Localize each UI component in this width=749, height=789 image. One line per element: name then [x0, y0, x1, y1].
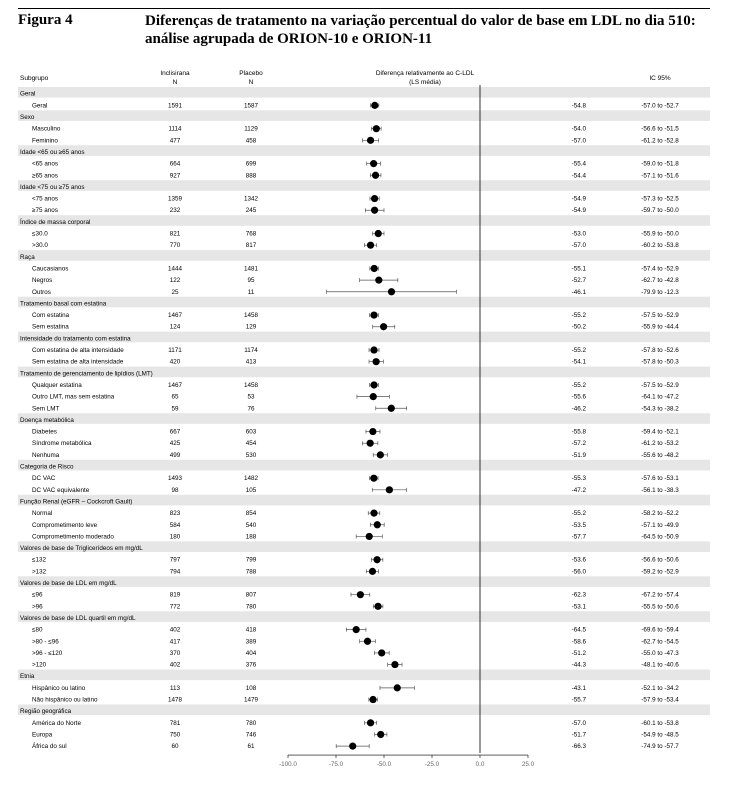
- n-placebo: 854: [245, 510, 257, 518]
- ci-value: -74.9 to -57.7: [641, 743, 679, 751]
- point-estimate: [369, 696, 376, 703]
- point-estimate: [371, 265, 378, 272]
- n-placebo: 788: [245, 568, 257, 576]
- header-difference-label: Diferença relativamente ao C-LDL: [375, 70, 475, 77]
- ci-value: -57.1 to -49.9: [641, 521, 679, 529]
- estimate-value: -57.0: [571, 242, 586, 250]
- subgroup-label: Negros: [32, 277, 53, 285]
- subgroup-label: <75 anos: [32, 195, 59, 203]
- n-inclisiran: 420: [169, 358, 181, 366]
- estimate-value: -55.2: [571, 347, 586, 355]
- ci-value: -56.1 to -38.3: [641, 486, 679, 494]
- n-inclisiran: 417: [169, 638, 181, 646]
- header-subgroup: Subgrupo: [20, 75, 49, 82]
- n-inclisiran: 1478: [167, 696, 183, 704]
- n-placebo: 530: [245, 451, 257, 459]
- subgroup-label: ≥75 anos: [32, 207, 58, 215]
- group-band: [18, 145, 710, 156]
- estimate-value: -46.2: [571, 405, 586, 413]
- estimate-value: -55.8: [571, 428, 586, 436]
- estimate-value: -51.7: [571, 731, 586, 739]
- subgroup-label: Sem LMT: [32, 405, 60, 413]
- n-inclisiran: 1591: [167, 102, 183, 110]
- group-label: Idade <65 ou ≥65 anos: [20, 148, 85, 156]
- n-inclisiran: 819: [169, 591, 181, 599]
- point-estimate: [369, 428, 376, 435]
- point-estimate: [388, 288, 395, 295]
- point-estimate: [391, 661, 398, 668]
- estimate-value: -54.1: [571, 358, 586, 366]
- point-estimate: [370, 346, 377, 353]
- estimate-value: -47.2: [571, 486, 586, 494]
- point-estimate: [370, 311, 377, 318]
- estimate-value: -55.2: [571, 510, 586, 518]
- ci-value: -57.0 to -52.7: [641, 102, 679, 110]
- group-label: Valores de base de Triglicerídeos em mg/dL: [20, 545, 143, 553]
- estimate-value: -53.1: [571, 603, 586, 611]
- group-label: Intensidade do tratamento com estatina: [20, 335, 131, 343]
- point-estimate: [375, 277, 382, 284]
- subgroup-label: Com estatina de alta intensidade: [32, 347, 124, 355]
- n-inclisiran: 1359: [167, 195, 183, 203]
- ci-value: -54.3 to -38.2: [641, 405, 679, 413]
- n-inclisiran: 772: [169, 603, 181, 611]
- estimate-value: -55.4: [571, 160, 586, 168]
- n-placebo: 888: [245, 172, 257, 180]
- x-axis-tick-label: -50.0: [376, 761, 392, 769]
- subgroup-label: África do sul: [32, 743, 67, 751]
- subgroup-label: ≤96: [32, 591, 43, 599]
- estimate-value: -66.3: [571, 743, 586, 751]
- estimate-value: -55.2: [571, 381, 586, 389]
- estimate-value: -54.9: [571, 195, 586, 203]
- n-inclisiran: 1493: [167, 475, 183, 483]
- n-inclisiran: 927: [169, 172, 181, 180]
- ci-value: -57.4 to -52.9: [641, 265, 679, 273]
- ci-value: -67.2 to -57.4: [641, 591, 679, 599]
- estimate-value: -55.7: [571, 696, 586, 704]
- subgroup-label: Comprometimento moderado: [32, 533, 114, 541]
- n-placebo: 1479: [243, 696, 259, 704]
- x-axis-tick-label: -100.0: [279, 761, 297, 769]
- point-estimate: [374, 521, 381, 528]
- estimate-value: -64.5: [571, 626, 586, 634]
- n-inclisiran: 1114: [168, 125, 182, 133]
- subgroup-label: Europa: [32, 731, 53, 739]
- group-band: [18, 180, 710, 191]
- n-placebo: 418: [245, 626, 257, 634]
- n-placebo: 1458: [243, 312, 259, 320]
- estimate-value: -56.0: [571, 568, 586, 576]
- point-estimate: [367, 440, 374, 447]
- subgroup-label: Outro LMT, mas sem estatina: [32, 393, 115, 401]
- n-placebo: 1174: [244, 347, 258, 355]
- n-inclisiran: 584: [169, 521, 181, 529]
- estimate-value: -57.0: [571, 719, 586, 727]
- n-placebo: 413: [245, 358, 257, 366]
- n-inclisiran: 232: [169, 207, 181, 215]
- estimate-value: -55.1: [571, 265, 586, 273]
- n-inclisiran: 499: [169, 451, 181, 459]
- x-axis-tick-label: 0.0: [475, 761, 485, 769]
- subgroup-label: Feminino: [32, 137, 58, 145]
- n-placebo: 105: [245, 486, 257, 494]
- group-label: Região geográfica: [20, 708, 72, 716]
- estimate-value: -55.6: [571, 393, 586, 401]
- group-label: Sexo: [20, 114, 35, 122]
- n-inclisiran: 370: [169, 649, 181, 657]
- n-inclisiran: 124: [169, 323, 181, 331]
- n-inclisiran: 821: [169, 230, 181, 238]
- estimate-value: -54.8: [571, 102, 586, 110]
- figure-title: Diferenças de tratamento na variação percentual do valor de base em LDL no dia 510: análise agrupada de ORION-10 e ORION-11: [145, 13, 696, 47]
- ci-value: -58.2 to -52.2: [641, 510, 679, 518]
- estimate-value: -51.2: [571, 649, 586, 657]
- n-placebo: 404: [245, 649, 257, 657]
- point-estimate: [370, 510, 377, 517]
- n-placebo: 454: [245, 440, 257, 448]
- ci-value: -59.4 to -52.1: [641, 428, 679, 436]
- group-band: [18, 87, 710, 98]
- ci-value: -55.6 to -48.2: [641, 451, 679, 459]
- estimate-value: -53.0: [571, 230, 586, 238]
- ci-value: -61.2 to -53.2: [641, 440, 679, 448]
- ci-value: -57.5 to -52.9: [641, 381, 679, 389]
- point-estimate: [370, 381, 377, 388]
- ci-value: -59.2 to -52.9: [641, 568, 679, 576]
- group-label: Valores de base de LDL quartil em mg/dL: [20, 614, 136, 622]
- ci-value: -48.1 to -40.6: [641, 661, 679, 669]
- estimate-value: -55.2: [571, 312, 586, 320]
- ci-value: -55.5 to -50.6: [641, 603, 679, 611]
- ci-value: -79.9 to -12.3: [641, 288, 679, 296]
- estimate-value: -46.1: [571, 288, 586, 296]
- subgroup-label: Com estatina: [32, 312, 70, 320]
- n-inclisiran: 1444: [167, 265, 183, 273]
- group-band: [18, 413, 710, 424]
- point-estimate: [373, 358, 380, 365]
- n-placebo: 1129: [244, 125, 258, 133]
- subgroup-label: Sem estatina de alta intensidade: [32, 358, 124, 366]
- group-label: Tratamento basal com estatina: [20, 300, 107, 308]
- n-placebo: 61: [247, 743, 255, 751]
- n-placebo: 376: [245, 661, 257, 669]
- n-placebo: 76: [247, 405, 255, 413]
- n-inclisiran: 1467: [167, 381, 183, 389]
- ci-value: -55.0 to -47.3: [641, 649, 679, 657]
- group-band: [18, 215, 710, 226]
- point-estimate: [366, 533, 373, 540]
- n-inclisiran: 60: [171, 743, 179, 751]
- ci-value: -57.5 to -52.9: [641, 312, 679, 320]
- point-estimate: [374, 603, 381, 610]
- point-estimate: [377, 731, 384, 738]
- point-estimate: [370, 475, 377, 482]
- subgroup-label: Outros: [32, 288, 51, 296]
- estimate-value: -53.5: [571, 521, 586, 529]
- n-inclisiran: 823: [169, 510, 181, 518]
- subgroup-label: Hispânico ou latino: [32, 684, 86, 692]
- group-label: Índice de massa corporal: [20, 218, 91, 226]
- point-estimate: [373, 125, 380, 132]
- n-inclisiran: 1171: [168, 347, 182, 355]
- subgroup-label: Diabetes: [32, 428, 57, 436]
- n-inclisiran: 113: [169, 684, 181, 692]
- n-placebo: 746: [245, 731, 257, 739]
- group-label: Etnia: [20, 673, 35, 681]
- n-placebo: 780: [245, 719, 257, 727]
- n-inclisiran: 425: [169, 440, 181, 448]
- subgroup-label: >96 - ≤120: [32, 649, 63, 657]
- ci-value: -60.1 to -53.8: [641, 719, 679, 727]
- n-placebo: 540: [245, 521, 257, 529]
- estimate-value: -58.6: [571, 638, 586, 646]
- point-estimate: [386, 486, 393, 493]
- header-ci: IC 95%: [649, 75, 671, 82]
- n-inclisiran: 781: [169, 719, 181, 727]
- point-estimate: [371, 207, 378, 214]
- point-estimate: [380, 323, 387, 330]
- group-band: [18, 297, 710, 308]
- group-band: [18, 670, 710, 681]
- subgroup-label: Não hispânico ou latino: [32, 696, 98, 704]
- subgroup-label: ≤132: [32, 556, 46, 564]
- group-label: Raça: [20, 253, 35, 261]
- subgroup-label: >30.0: [32, 242, 48, 250]
- ci-value: -62.7 to -42.8: [641, 277, 679, 285]
- group-band: [18, 250, 710, 261]
- estimate-value: -57.2: [571, 440, 586, 448]
- estimate-value: -52.7: [571, 277, 586, 285]
- group-label: Função Renal (eGFR – Cockcroft Gault): [20, 498, 133, 506]
- n-inclisiran: 667: [169, 428, 181, 436]
- point-estimate: [370, 160, 377, 167]
- ci-value: -56.6 to -50.6: [641, 556, 679, 564]
- ci-value: -69.6 to -59.4: [641, 626, 679, 634]
- point-estimate: [369, 568, 376, 575]
- ci-value: -57.6 to -53.1: [641, 475, 679, 483]
- n-inclisiran: 180: [169, 533, 181, 541]
- header-placebo-n: N: [248, 79, 254, 86]
- subgroup-label: ≤30.0: [32, 230, 48, 238]
- estimate-value: -43.1: [571, 684, 586, 692]
- n-placebo: 389: [245, 638, 257, 646]
- figure-label: Figura 4: [18, 12, 73, 28]
- subgroup-label: >132: [32, 568, 47, 576]
- n-inclisiran: 122: [169, 277, 181, 285]
- ci-value: -62.7 to -54.5: [641, 638, 679, 646]
- header-placebo-label: Placebo: [239, 70, 263, 77]
- n-placebo: 799: [245, 556, 257, 564]
- estimate-value: -54.4: [571, 172, 586, 180]
- n-placebo: 108: [245, 684, 257, 692]
- point-estimate: [377, 451, 384, 458]
- estimate-value: -54.9: [571, 207, 586, 215]
- n-placebo: 1481: [243, 265, 259, 273]
- point-estimate: [357, 591, 364, 598]
- point-estimate: [371, 195, 378, 202]
- estimate-value: -54.0: [571, 125, 586, 133]
- header-inclisiran-n: N: [172, 79, 178, 86]
- group-label: Tratamento de gerenciamento de lipídios (LMT): [20, 370, 153, 378]
- subgroup-label: >96: [32, 603, 43, 611]
- ci-value: -55.9 to -50.0: [641, 230, 679, 238]
- subgroup-label: Sem estatina: [32, 323, 69, 331]
- subgroup-label: Caucasianos: [32, 265, 69, 273]
- n-placebo: 1342: [243, 195, 259, 203]
- ci-value: -57.3 to -52.5: [641, 195, 679, 203]
- n-placebo: 129: [245, 323, 257, 331]
- ci-value: -64.5 to -50.9: [641, 533, 679, 541]
- n-placebo: 603: [245, 428, 257, 436]
- ci-value: -52.1 to -34.2: [641, 684, 679, 692]
- subgroup-label: >120: [32, 661, 47, 669]
- n-inclisiran: 1467: [167, 312, 183, 320]
- n-inclisiran: 65: [171, 393, 179, 401]
- subgroup-label: ≥65 anos: [32, 172, 58, 180]
- subgroup-label: DC VAC: [32, 475, 56, 483]
- n-inclisiran: 98: [171, 486, 179, 494]
- estimate-value: -50.2: [571, 323, 586, 331]
- group-label: Geral: [20, 90, 36, 98]
- n-placebo: 780: [245, 603, 257, 611]
- subgroup-label: <65 anos: [32, 160, 59, 168]
- subgroup-label: DC VAC equivalente: [32, 486, 90, 494]
- ci-value: -60.2 to -53.8: [641, 242, 679, 250]
- header-difference-sub: (LS média): [409, 79, 441, 86]
- n-placebo: 188: [245, 533, 257, 541]
- ci-value: -59.7 to -50.0: [641, 207, 679, 215]
- group-band: [18, 704, 710, 715]
- ci-value: -57.1 to -51.6: [641, 172, 679, 180]
- estimate-value: -62.3: [571, 591, 586, 599]
- n-placebo: 1482: [243, 475, 259, 483]
- point-estimate: [388, 405, 395, 412]
- subgroup-label: Síndrome metabólica: [32, 440, 92, 448]
- subgroup-label: Comprometimento leve: [32, 521, 98, 529]
- point-estimate: [378, 649, 385, 656]
- n-placebo: 95: [247, 277, 255, 285]
- n-inclisiran: 664: [169, 160, 181, 168]
- n-inclisiran: 59: [171, 405, 179, 413]
- group-band: [18, 110, 710, 121]
- point-estimate: [349, 743, 356, 750]
- n-inclisiran: 402: [169, 661, 181, 669]
- subgroup-label: >80 - ≤96: [32, 638, 59, 646]
- point-estimate: [394, 684, 401, 691]
- header-inclisiran-label: Inclisirana: [160, 70, 190, 77]
- n-inclisiran: 402: [169, 626, 181, 634]
- n-placebo: 53: [247, 393, 255, 401]
- n-inclisiran: 797: [169, 556, 181, 564]
- n-inclisiran: 794: [169, 568, 181, 576]
- point-estimate: [371, 102, 378, 109]
- x-axis-tick-label: -25.0: [424, 761, 440, 769]
- point-estimate: [353, 626, 360, 633]
- subgroup-label: Normal: [32, 510, 53, 518]
- ci-value: -64.1 to -47.2: [641, 393, 679, 401]
- point-estimate: [372, 172, 379, 179]
- subgroup-label: Geral: [32, 102, 48, 110]
- n-placebo: 1587: [243, 102, 259, 110]
- ci-value: -61.2 to -52.8: [641, 137, 679, 145]
- ci-value: -56.6 to -51.5: [641, 125, 679, 133]
- group-band: [18, 460, 710, 471]
- point-estimate: [367, 137, 374, 144]
- n-inclisiran: 770: [169, 242, 181, 250]
- group-label: Valores de base de LDL em mg/dL: [20, 580, 117, 588]
- subgroup-label: América do Norte: [32, 719, 81, 727]
- estimate-value: -55.3: [571, 475, 586, 483]
- n-placebo: 245: [245, 207, 257, 215]
- estimate-value: -53.6: [571, 556, 586, 564]
- point-estimate: [370, 393, 377, 400]
- ci-value: -55.9 to -44.4: [641, 323, 679, 331]
- estimate-value: -51.9: [571, 451, 586, 459]
- ci-value: -59.0 to -51.8: [641, 160, 679, 168]
- estimate-value: -57.7: [571, 533, 586, 541]
- subgroup-label: ≤80: [32, 626, 43, 634]
- subgroup-label: Nenhuma: [32, 451, 60, 459]
- ci-value: -57.8 to -50.3: [641, 358, 679, 366]
- n-placebo: 458: [245, 137, 257, 145]
- ci-value: -57.8 to -52.6: [641, 347, 679, 355]
- point-estimate: [375, 230, 382, 237]
- n-placebo: 768: [245, 230, 257, 238]
- estimate-value: -57.0: [571, 137, 586, 145]
- point-estimate: [367, 719, 374, 726]
- point-estimate: [367, 242, 374, 249]
- n-placebo: 1458: [243, 381, 259, 389]
- group-label: Doença metabólica: [20, 416, 74, 424]
- subgroup-label: Masculino: [32, 125, 61, 133]
- ci-value: -57.9 to -53.4: [641, 696, 679, 704]
- ci-value: -54.9 to -48.5: [641, 731, 679, 739]
- x-axis-tick-label: -75.0: [328, 761, 344, 769]
- n-inclisiran: 25: [171, 288, 179, 296]
- n-placebo: 807: [245, 591, 257, 599]
- n-placebo: 11: [247, 288, 255, 296]
- group-label: Idade <75 ou ≥75 anos: [20, 183, 85, 191]
- point-estimate: [373, 556, 380, 563]
- estimate-value: -44.3: [571, 661, 586, 669]
- group-label: Categoria de Risco: [20, 463, 74, 471]
- n-inclisiran: 750: [169, 731, 181, 739]
- subgroup-label: Qualquer estatina: [32, 381, 82, 389]
- n-placebo: 699: [245, 160, 257, 168]
- n-placebo: 817: [245, 242, 257, 250]
- x-axis-tick-label: 25.0: [521, 761, 535, 769]
- point-estimate: [364, 638, 371, 645]
- n-inclisiran: 477: [169, 137, 181, 145]
- group-band: [18, 576, 710, 587]
